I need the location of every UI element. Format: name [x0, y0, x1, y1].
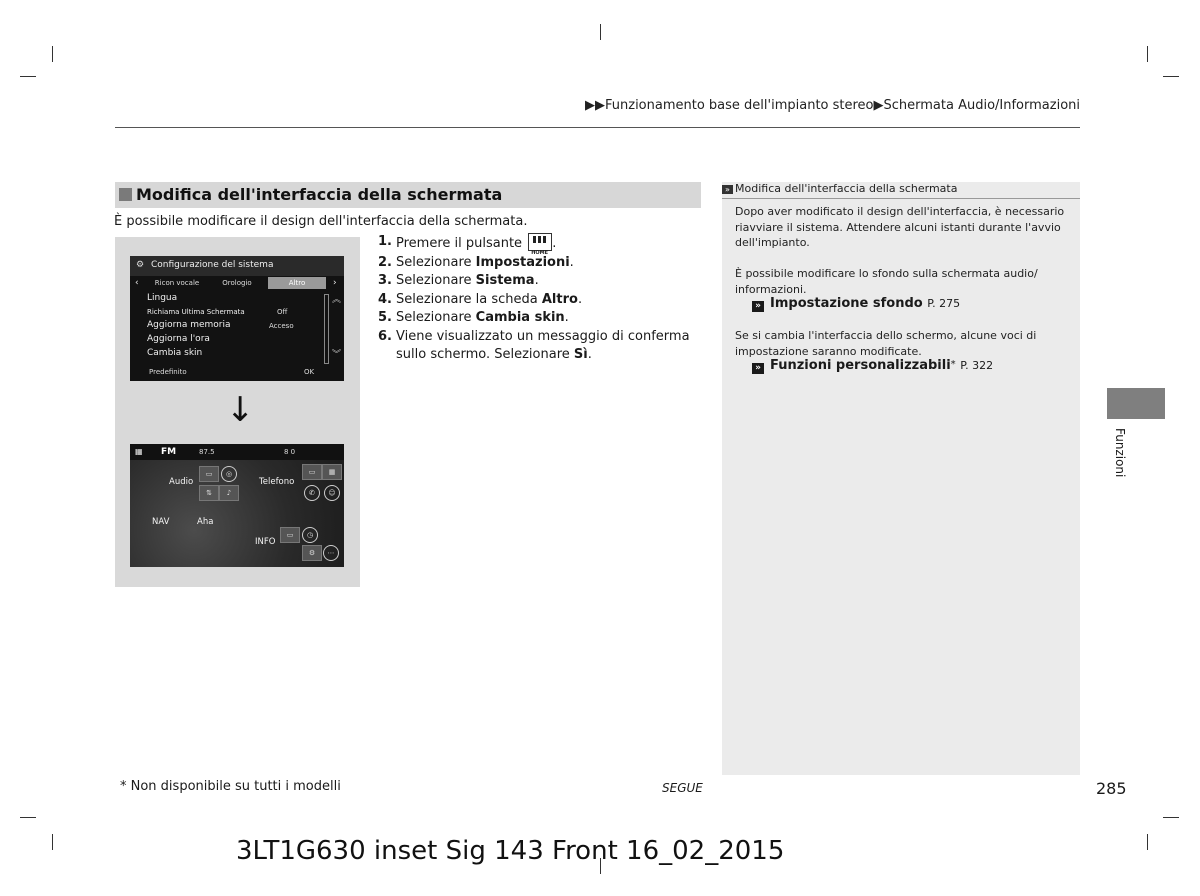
- settings-row-cambia-skin: Cambia skin: [147, 348, 203, 358]
- tile-audio: Audio: [169, 477, 194, 487]
- settings-titlebar: [130, 256, 344, 276]
- step-bold: Altro: [541, 291, 578, 307]
- breadcrumb: [570, 98, 1080, 113]
- home-band: FM: [161, 447, 177, 457]
- xref-funzioni-personalizzabili[interactable]: [752, 358, 993, 374]
- step-text: Selezionare la scheda: [396, 291, 542, 307]
- sidebar-note: [722, 182, 1080, 775]
- chapter-tab: [1107, 388, 1165, 419]
- step-text-end: .: [552, 236, 557, 251]
- settings-row-lingua: Lingua: [147, 293, 178, 303]
- tab-altro: Altro: [268, 277, 326, 289]
- xref-arrow-icon: »: [752, 363, 764, 374]
- home-button-icon: [528, 233, 552, 256]
- xref-arrow-icon: »: [752, 301, 764, 312]
- crop-mark: [1163, 76, 1179, 77]
- tile-nav: NAV: [152, 517, 170, 527]
- chapter-tab-text: Funzioni: [1113, 428, 1127, 478]
- step-number: 5.: [378, 310, 392, 325]
- crop-mark: [1163, 817, 1179, 818]
- gear-icon: ⚙: [136, 260, 145, 270]
- sidebar-heading-text: Modifica dell'interfaccia della schermata: [735, 182, 958, 195]
- step-text: Selezionare: [396, 273, 476, 288]
- page-number: 285: [1096, 779, 1127, 798]
- xref-asterisk: *: [950, 359, 956, 370]
- step-2: [378, 254, 698, 273]
- tab-orologio: Orologio: [222, 279, 252, 287]
- home-frequency: 87.5: [199, 448, 215, 456]
- step-bold: Sì: [573, 347, 588, 362]
- step-bold: Cambia skin: [475, 310, 565, 325]
- audio-disc-icon: ◎: [221, 466, 237, 482]
- step-5: [378, 309, 698, 328]
- settings-value-richiama: Off: [277, 308, 288, 316]
- audio-note-icon: ♪: [219, 485, 239, 501]
- home-grid-icon: ▦: [135, 447, 143, 456]
- section-intro: È possibile modificare il design dell'interfaccia della schermata.: [114, 214, 528, 229]
- settings-footer-default: Predefinito: [149, 368, 187, 376]
- home-status: 8 0: [284, 448, 296, 456]
- sidebar-paragraph-3: Se si cambia l'interfaccia dello schermo, alcune voci di impostazione saranno modificate.: [735, 329, 1037, 358]
- print-slug: 3LT1G630 inset Sig 143 Front 16_02_2015: [236, 836, 785, 866]
- step-bold: Sistema: [475, 273, 535, 288]
- settings-footer-ok: OK: [304, 368, 315, 376]
- header-rule: [115, 127, 1080, 128]
- crop-mark: [52, 834, 53, 850]
- crop-mark: [1147, 834, 1148, 850]
- tile-aha: Aha: [197, 517, 214, 527]
- section-heading: [115, 182, 701, 208]
- settings-row-aggiorna-memoria: Aggiorna memoria: [147, 320, 231, 330]
- section-title: Modifica dell'interfaccia della schermata: [136, 185, 503, 204]
- sidebar-paragraph-1: Dopo aver modificato il design dell'interfaccia, è necessario riavviare il sistema. Attendere alcuni istanti durante l'avvio dell'impianto.: [735, 205, 1065, 249]
- xref-impostazione-sfondo[interactable]: [752, 296, 960, 312]
- clock-icon: ◷: [302, 527, 318, 543]
- chevron-right-icon: ›: [333, 278, 337, 288]
- step-text-end: .: [577, 291, 583, 307]
- section-square-icon: [119, 188, 132, 201]
- step-6: [378, 328, 698, 365]
- steps-list: [378, 233, 698, 365]
- phone-screen-icon: ▭: [302, 464, 322, 480]
- tile-telefono: Telefono: [259, 477, 295, 487]
- breadcrumb-part1: Funzionamento base dell'impianto stereo: [605, 98, 874, 113]
- info-settings-icon: ⚙: [302, 545, 322, 561]
- audio-source-icon: ▭: [199, 466, 219, 482]
- tab-ricon-vocale: Ricon vocale: [154, 279, 200, 287]
- settings-row-aggiorna-ora: Aggiorna l'ora: [147, 334, 210, 344]
- phone-call-icon: ✆: [304, 485, 320, 501]
- footnote: * Non disponibile su tutti i modelli: [120, 779, 341, 794]
- step-4: [378, 291, 698, 310]
- settings-scrollbar: [324, 294, 329, 364]
- step-number: 6.: [378, 328, 392, 344]
- crop-mark: [52, 46, 53, 62]
- settings-tabs: [130, 277, 344, 289]
- settings-value-aggiorna-memoria: Acceso: [269, 322, 294, 330]
- crop-mark: [600, 24, 601, 40]
- step-number: 4.: [378, 291, 392, 307]
- tile-info: INFO: [255, 537, 276, 547]
- down-arrow-icon: ↓: [226, 390, 255, 430]
- breadcrumb-arrow-icon: ▶▶: [585, 98, 605, 113]
- crop-mark: [1147, 46, 1148, 62]
- crop-mark: [20, 76, 36, 77]
- step-number: 1.: [378, 234, 392, 249]
- sidebar-paragraph-2: È possibile modificare lo sfondo sulla schermata audio/ informazioni.: [735, 267, 1038, 296]
- settings-row-richiama: Richiama Ultima Schermata: [147, 308, 245, 316]
- step-text-end: .: [587, 347, 592, 362]
- continued-label: SEGUE: [662, 781, 703, 795]
- step-number: 3.: [378, 273, 392, 288]
- step-bold: Impostazioni: [475, 254, 570, 270]
- audio-usb-icon: ⇅: [199, 485, 219, 501]
- xref-page: P. 322: [960, 359, 994, 372]
- chevron-left-icon: ‹: [135, 278, 139, 288]
- step-text-end: .: [534, 273, 539, 288]
- scroll-up-icon: ︽: [332, 295, 342, 305]
- xref-page: P. 275: [927, 297, 961, 310]
- step-number: 2.: [378, 254, 392, 270]
- step-text: Selezionare: [396, 310, 476, 325]
- xref-label: Funzioni personalizzabili: [770, 358, 951, 373]
- step-text: Viene visualizzato un messaggio di conferma sullo schermo. Selezionare: [396, 328, 690, 362]
- xref-label: Impostazione sfondo: [770, 296, 923, 311]
- reference-icon: »: [722, 185, 733, 194]
- home-button-label: HOME: [531, 250, 549, 256]
- chapter-tab-label: [1104, 428, 1134, 488]
- step-text-end: .: [564, 310, 569, 325]
- step-1: [378, 233, 698, 254]
- home-screen: [130, 444, 344, 567]
- crop-mark: [20, 817, 36, 818]
- step-text: Premere il pulsante: [396, 236, 527, 251]
- breadcrumb-arrow-icon: ▶: [873, 98, 884, 113]
- sidebar-heading: [722, 182, 1080, 199]
- apps-icon: ⋯: [323, 545, 339, 561]
- step-text: Selezionare: [396, 254, 476, 270]
- phone-contact-icon: ☺: [324, 485, 340, 501]
- step-3: [378, 272, 698, 291]
- settings-screen: [130, 256, 344, 381]
- screenshot-figure: [115, 237, 360, 587]
- info-screen-icon: ▭: [280, 527, 300, 543]
- phone-dial-icon: ▦: [322, 464, 342, 480]
- step-text-end: .: [569, 254, 574, 270]
- scroll-down-icon: ︾: [332, 350, 342, 360]
- settings-title: Configurazione del sistema: [151, 260, 274, 270]
- breadcrumb-part2: Schermata Audio/Informazioni: [883, 98, 1080, 113]
